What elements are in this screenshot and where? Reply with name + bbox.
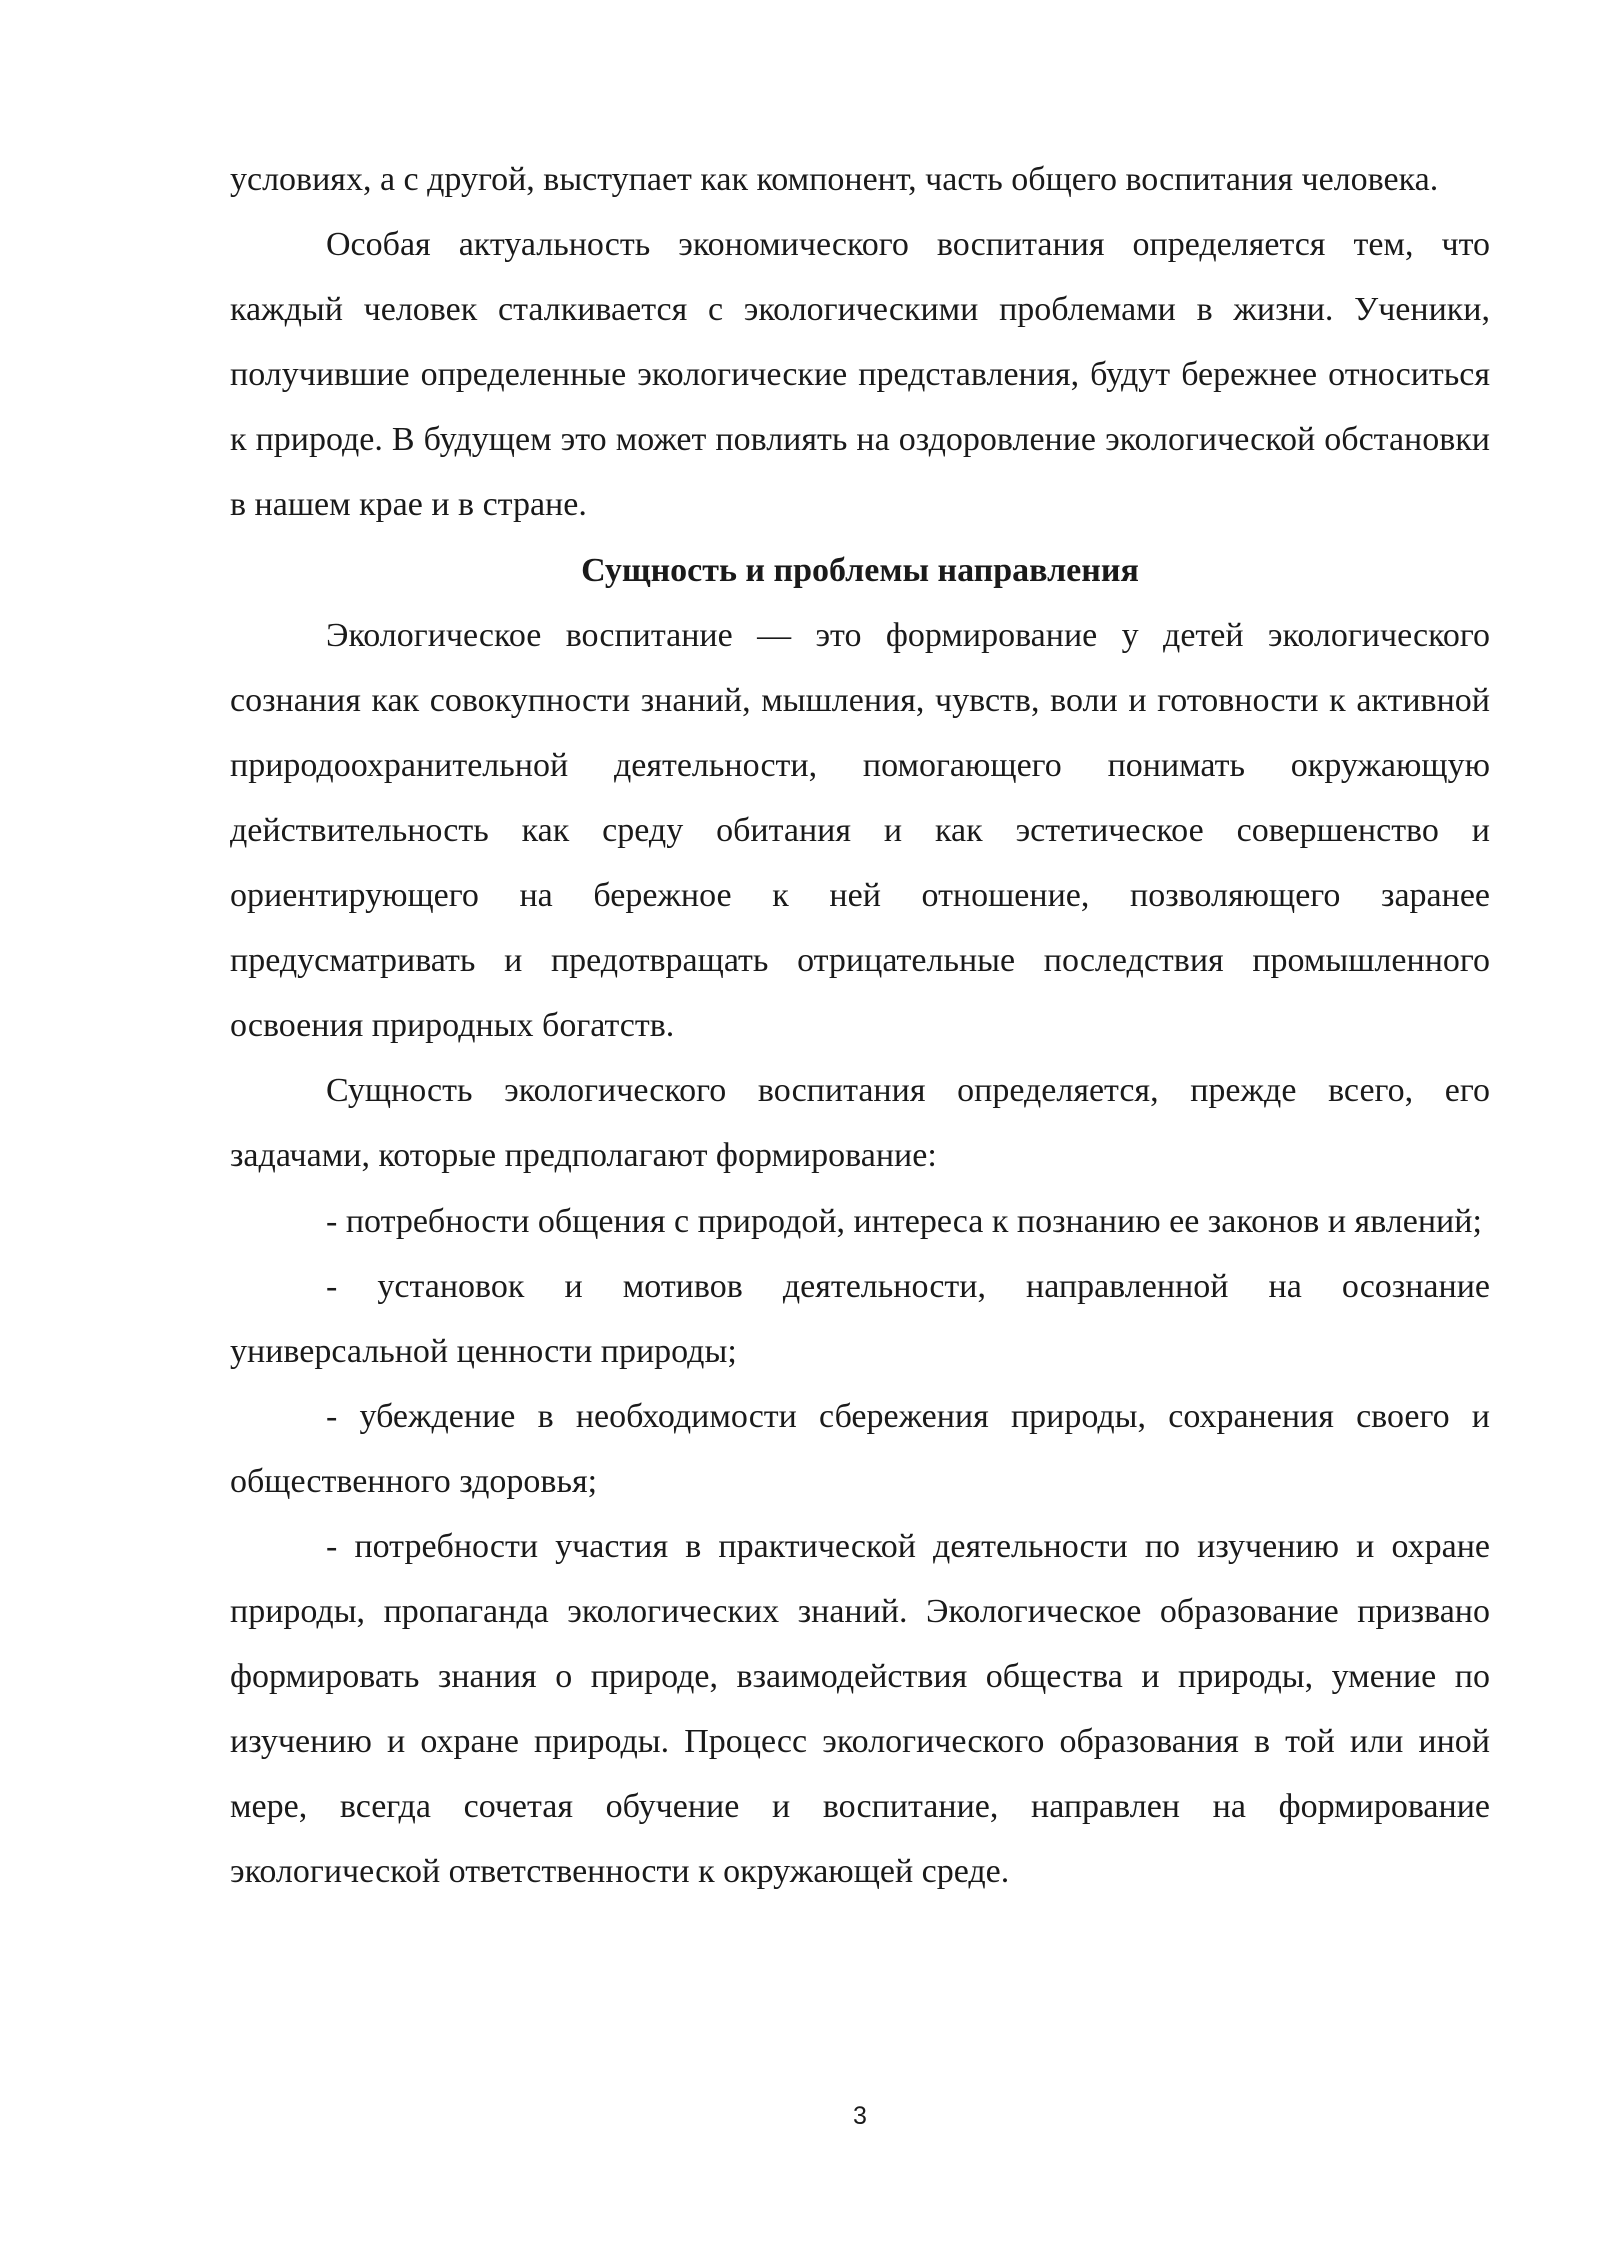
list-item: - убеждение в необходимости сбережения природы, сохранения своего и общественного здоровья; [230,1397,1490,1500]
paragraph-relevance: Особая актуальность экономического воспитания определяется тем, что каждый человек сталкивается с экологическими проблемами в жизни. Ученики, получившие определенные экологические представления, будут бережнее относиться к природе. В будущем это может повлиять на оздоровление экологической обстановки в нашем крае и в стране. [230,226,1490,524]
paragraph-definition: Экологическое воспитание — это формирование у детей экологического сознания как совокупности знаний, мышления, чувств, воли и готовности к активной природоохранительной деятельности, помогающего понимать окружающую действительность как среду обитания и как эстетическое совершенство и ориентирующего на бережное к ней отношение, позволяющего заранее предусматривать и предотвращать отрицательные последствия промышленного освоения природных богатств. [230,616,1490,1045]
section-heading: Сущность и проблемы направления [581,551,1139,589]
paragraph-essence: Сущность экологического воспитания определяется, прежде всего, его задачами, которые предполагают формирование: [230,1072,1490,1175]
paragraph-continuation: условиях, а с другой, выступает как компонент, часть общего воспитания человека. [230,161,1439,198]
document-body [230,147,1490,1905]
list-item: - потребности участия в практической деятельности по изучению и охране природы, пропаганда экологических знаний. Экологическое образование призвано формировать знания о природе, взаимодействия общества и природы, умение по изучению и охране природы. Процесс экологического образования в той или иной мере, всегда сочетая обучение и воспитание, направлен на формирование экологической ответственности к окружающей среде. [230,1527,1490,1891]
list-item: - потребности общения с природой, интереса к познанию ее законов и явлений; [326,1202,1482,1240]
page-number: 3 [853,2102,867,2130]
list-item: - установок и мотивов деятельности, направленной на осознание универсальной ценности природы; [230,1267,1490,1370]
